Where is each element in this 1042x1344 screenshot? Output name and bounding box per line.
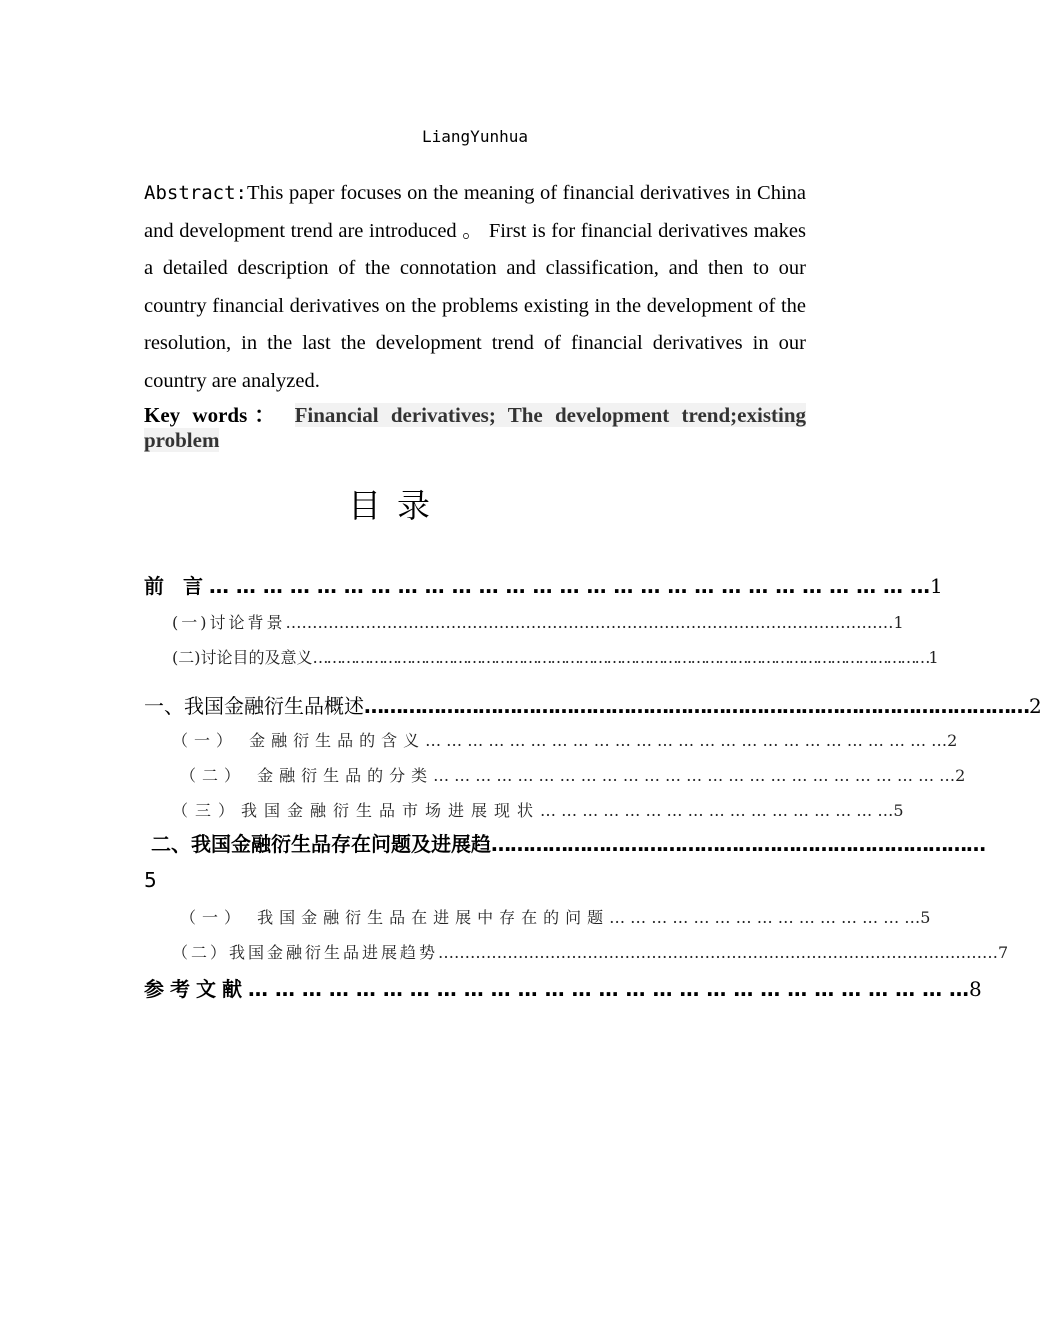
toc-leader-dots: …………………………………………………………………………………………………………………… — [312, 648, 929, 667]
toc-entry-label: 一、我国金融衍生品概述 — [144, 694, 364, 718]
keywords-line — [144, 403, 806, 453]
toc-leader-dots: … … … … … … … … … … … … … … … … … … … … … … … … … … … — [248, 977, 970, 1001]
toc-entry-label: （三）我国金融衍生品市场进展现状 — [172, 801, 541, 820]
toc-entry-page: 5 — [144, 868, 157, 892]
toc-entry-page: 2 — [955, 766, 966, 785]
toc-leader-dots: … … … … … … … … … … … … … … … … … … … … … … … … … — [433, 766, 956, 785]
toc-entry-page: 1 — [930, 574, 943, 598]
toc-entry — [172, 940, 1009, 963]
toc-entry — [180, 763, 966, 786]
toc-leader-dots: … … … … … … … … … … … … … … … … … … … … … … … … … … … — [208, 574, 931, 598]
toc-entry — [144, 570, 943, 599]
toc-leader-dots: …………………………………………………………………………………………… — [438, 943, 999, 962]
toc-leader-dots: …………………………………………………………………… — [490, 832, 985, 856]
toc-leader-dots: … … … … … … … … … … … … … … … — [609, 908, 921, 927]
toc-entry-label: （二）我国金融衍生品进展趋势 — [172, 943, 439, 962]
toc-entry — [144, 690, 1042, 719]
toc-entry-label: (一)讨论背景 — [172, 613, 286, 632]
toc-entry-wrapped — [144, 826, 985, 898]
toc-entry-label: (二)讨论目的及意义 — [172, 648, 313, 667]
keywords-text: Financial derivatives; The development trend;existing problem — [144, 403, 806, 452]
toc-entry — [172, 728, 958, 751]
toc-entry-label: 前 言 — [144, 574, 209, 598]
toc-entry-label: （一） 我国金融衍生品在进展中存在的问题 — [180, 908, 610, 927]
toc-entry — [172, 610, 904, 633]
toc-entry — [172, 645, 939, 668]
toc-title: 目录 — [348, 486, 446, 525]
toc-entry-label: 参考文献 — [144, 977, 248, 1001]
toc-entry-page: 5 — [920, 908, 931, 927]
toc-entry — [144, 973, 982, 1002]
toc-entry — [180, 905, 931, 928]
toc-leader-dots: … … … … … … … … … … … … … … … … … … … … … … … … … — [425, 731, 948, 750]
toc-entry-page: 7 — [998, 943, 1009, 962]
toc-entry-page: 5 — [893, 801, 904, 820]
toc-entry-page: 8 — [969, 977, 982, 1001]
toc-entry-label: （二） 金融衍生品的分类 — [180, 766, 434, 785]
toc-leader-dots: …………………………………………………………………………………………… — [364, 694, 1029, 718]
toc-entry-page: 1 — [928, 648, 939, 667]
author-name: LiangYunhua — [422, 127, 528, 146]
keywords-label: Key words： — [144, 403, 283, 427]
toc-entry-label: 二、我国金融衍生品存在问题及进展趋 — [144, 832, 491, 856]
abstract-paragraph — [144, 175, 806, 400]
toc-leader-dots: … … … … … … … … … … … … … … … … … — [540, 801, 894, 820]
abstract-label: Abstract: — [144, 182, 247, 204]
toc-entry — [172, 798, 904, 821]
toc-entry-page: 2 — [1029, 694, 1042, 718]
abstract-text: This paper focuses on the meaning of financial derivatives in China and development trend are introduced 。 First is for financial derivatives makes a detailed description of the connotation and classification, and then to our country financial derivatives on the problems existing in the development of the resolution, in the last the development trend of financial derivatives in our country are analyzed. — [144, 182, 806, 392]
toc-entry-page: 2 — [947, 731, 958, 750]
toc-entry-page: 1 — [893, 613, 904, 632]
toc-leader-dots: …………………………………………………………………………………………………… — [285, 613, 894, 632]
toc-entry-label: （一） 金融衍生品的含义 — [172, 731, 426, 750]
